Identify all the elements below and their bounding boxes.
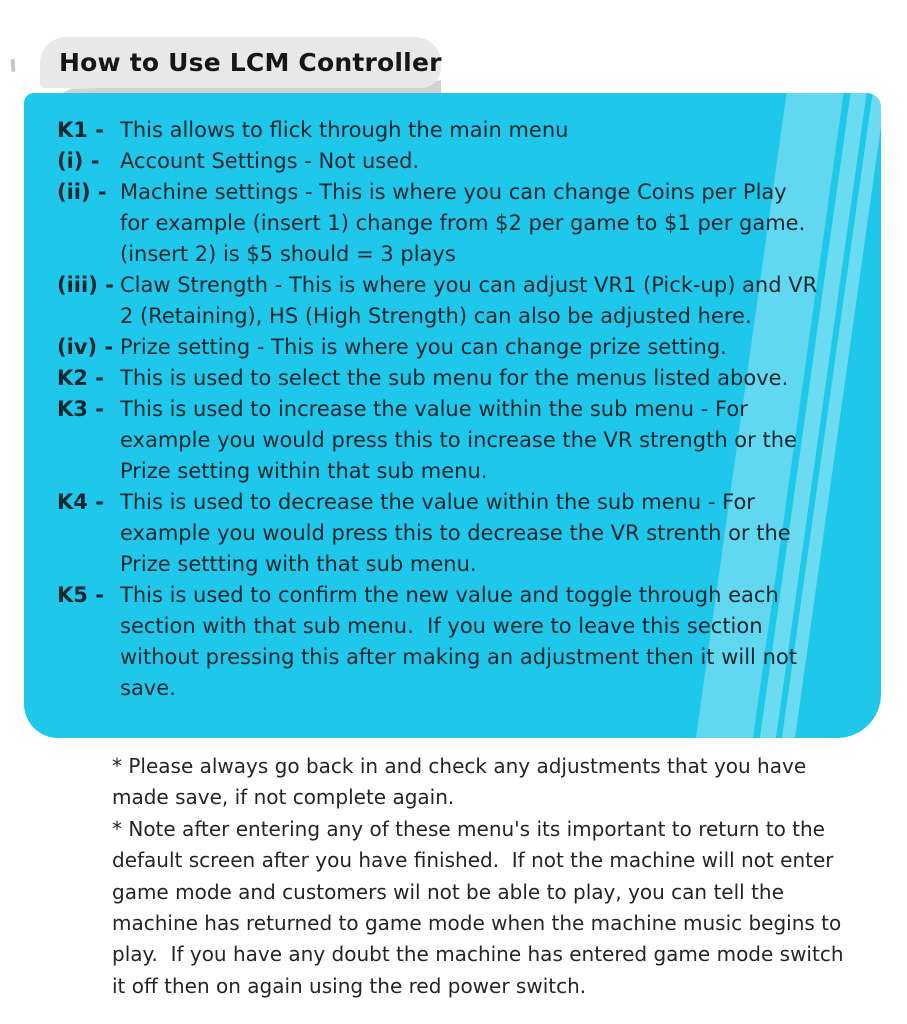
instruction-row-iv [57,332,857,363]
instruction-line: section with that sub menu. If you were to leave this section [120,614,763,638]
instruction-line: example you would press this to increase the VR strength or the [120,428,797,452]
instruction-line: Prize setting within that sub menu. [120,459,488,483]
key-label: (i) - [57,149,100,173]
key-label: K5 - [57,583,104,607]
instruction-line: Machine settings - This is where you can change Coins per Play [120,180,787,204]
footnote-line: game mode and customers wil not be able to play, you can tell the [112,879,784,904]
instruction-row-k3 [57,394,857,487]
instruction-list [57,115,857,704]
instruction-panel [24,93,881,738]
instruction-row-i [57,146,857,177]
footnote-line: play. If you have any doubt the machine has entered game mode switch [112,942,844,967]
key-label: K4 - [57,490,104,514]
footnote-line: made save, if not complete again. [112,785,455,810]
instruction-line: This allows to flick through the main menu [120,118,569,142]
instruction-row-k1 [57,115,857,146]
footnote-line: * Please always go back in and check any adjustments that you have [112,754,807,778]
instruction-line: without pressing this after making an adjustment then it will not [120,645,797,669]
key-label: K2 - [57,366,104,390]
key-label: (iii) - [57,273,114,297]
scan-artifact-mark [11,59,16,72]
instruction-row-ii [57,177,857,270]
footnotes [112,751,872,1002]
instruction-line: save. [120,676,176,700]
footnote-line: it off then on again using the red power switch. [112,973,587,998]
key-label: (ii) - [57,180,107,204]
instruction-row-k2 [57,363,857,394]
instruction-line: 2 (Retaining), HS (High Strength) can also be adjusted here. [120,304,752,328]
instruction-row-iii [57,270,857,332]
instruction-line: Prize setting - This is where you can change prize setting. [120,335,727,359]
instruction-line: example you would press this to decrease the VR strenth or the [120,521,791,545]
instruction-line: This is used to decrease the value within the sub menu - For [120,490,755,514]
instruction-line: This is used to select the sub menu for the menus listed above. [120,366,789,390]
footnote-line: default screen after you have finished. If not the machine will not enter [112,848,834,873]
instruction-line: Claw Strength - This is where you can adjust VR1 (Pick-up) and VR [120,273,818,297]
instruction-line: Account Settings - Not used. [120,149,420,173]
page-title: How to Use LCM Controller [59,48,442,77]
footnote-line: machine has returned to game mode when the machine music begins to [112,911,842,936]
title-plate [40,37,441,88]
key-label: (iv) - [57,335,114,359]
instruction-row-k5 [57,580,857,704]
instruction-line: for example (insert 1) change from $2 per game to $1 per game. [120,211,806,235]
instruction-line: This is used to confirm the new value and toggle through each [120,583,779,607]
instruction-line: (insert 2) is $5 should = 3 plays [120,242,456,266]
footnote-line: * Note after entering any of these menu's its important to return to the [112,816,825,841]
key-label: K1 - [57,118,104,142]
instruction-line: Prize settting with that sub menu. [120,552,477,576]
instruction-line: This is used to increase the value within the sub menu - For [120,397,748,421]
instruction-row-k4 [57,487,857,580]
key-label: K3 - [57,397,104,421]
